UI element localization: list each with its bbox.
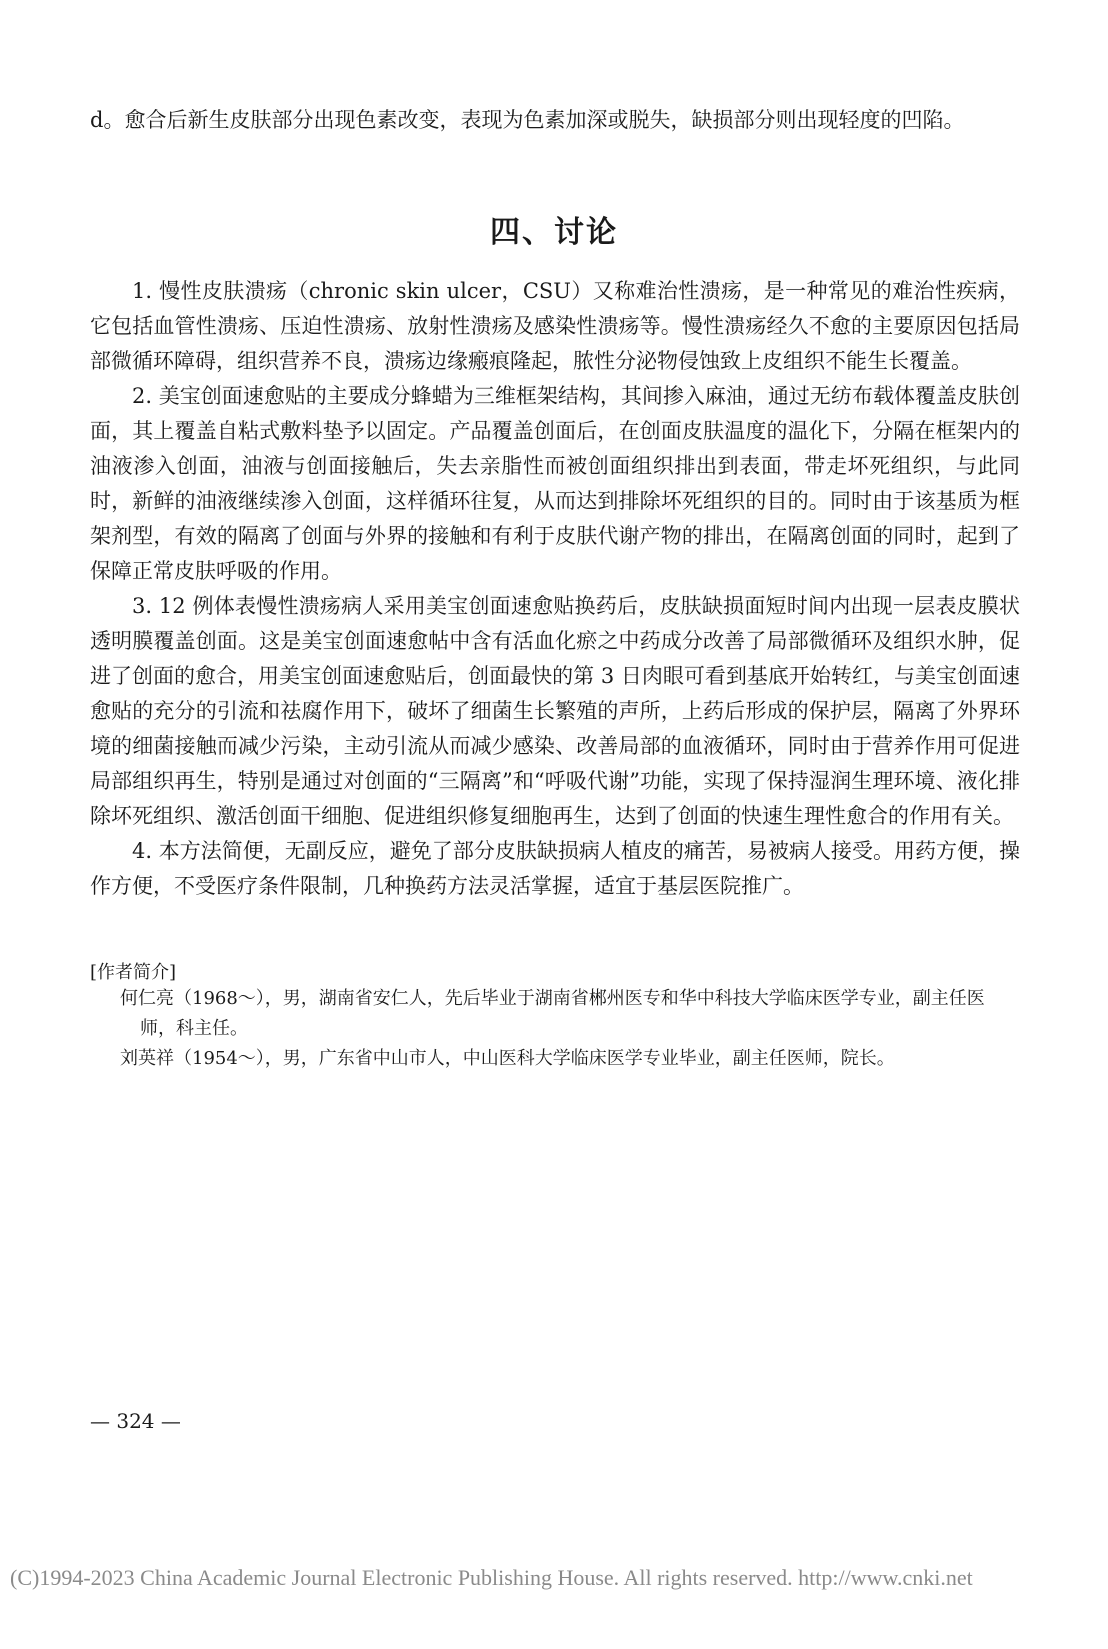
- copyright-footer: (C)1994-2023 China Academic Journal Electronic Publishing House. All rights reserved. http://www.cnki.net: [10, 1565, 973, 1590]
- author-bio-entry: 何仁亮（1968～），男，湖南省安仁人，先后毕业于湖南省郴州医专和华中科技大学临床医学专业，副主任医师，科主任。: [120, 988, 985, 1039]
- discussion-paragraph-2: 2. 美宝创面速愈贴的主要成分蜂蜡为三维框架结构，其间掺入麻油，通过无纺布载体覆盖皮肤创面，其上覆盖自粘式敷料垫予以固定。产品覆盖创面后，在创面皮肤温度的温化下，分隔在框架内的油液渗入创面，油液与创面接触后，失去亲脂性而被创面组织排出到表面，带走坏死组织，与此同时，新鲜的油液继续渗入创面，这样循环往复，从而达到排除坏死组织的目的。同时由于该基质为框架剂型，有效的隔离了创面与外界的接触和有利于皮肤代谢产物的排出，在隔离创面的同时，起到了保障正常皮肤呼吸的作用。: [90, 384, 1020, 583]
- continuation-paragraph: d。愈合后新生皮肤部分出现色素改变，表现为色素加深或脱失，缺损部分则出现轻度的凹陷。: [90, 108, 965, 132]
- page-number: — 324 —: [90, 1409, 181, 1433]
- author-bio-entry: 刘英祥（1954～），男，广东省中山市人，中山医科大学临床医学专业毕业，副主任医师，院长。: [120, 1048, 895, 1069]
- discussion-paragraph-3: 3. 12 例体表慢性溃疡病人采用美宝创面速愈贴换药后，皮肤缺损面短时间内出现一层表皮膜状透明膜覆盖创面。这是美宝创面速愈帖中含有活血化瘀之中药成分改善了局部微循环及组织水肿，促进了创面的愈合，用美宝创面速愈贴后，创面最快的第 3 日肉眼可看到基底开始转红，与美宝创面速愈贴的充分的引流和祛腐作用下，破坏了细菌生长繁殖的声所，上药后形成的保护层，隔离了外界环境的细菌接触而减少污染，主动引流从而减少感染、改善局部的血液循环，同时由于营养作用可促进局部组织再生，特别是通过对创面的“三隔离”和“呼吸代谢”功能，实现了保持湿润生理环境、液化排除坏死组织、激活创面干细胞、促进组织修复细胞再生，达到了创面的快速生理性愈合的作用有关。: [90, 594, 1020, 828]
- discussion-body: [90, 274, 1020, 904]
- discussion-paragraph-4: 4. 本方法简便，无副反应，避免了部分皮肤缺损病人植皮的痛苦，易被病人接受。用药方便，操作方便，不受医疗条件限制，几种换药方法灵活掌握，适宜于基层医院推广。: [90, 839, 1020, 898]
- author-bio-label: [作者简介]: [90, 962, 177, 983]
- section-heading: 四、讨论: [490, 215, 618, 250]
- discussion-paragraph-1: 1. 慢性皮肤溃疡（chronic skin ulcer，CSU）又称难治性溃疡，是一种常见的难治性疾病，它包括血管性溃疡、压迫性溃疡、放射性溃疡及感染性溃疡等。慢性溃疡经久不愈的主要原因包括局部微循环障碍，组织营养不良，溃疡边缘瘢痕隆起，脓性分泌物侵蚀致上皮组织不能生长覆盖。: [90, 279, 1020, 373]
